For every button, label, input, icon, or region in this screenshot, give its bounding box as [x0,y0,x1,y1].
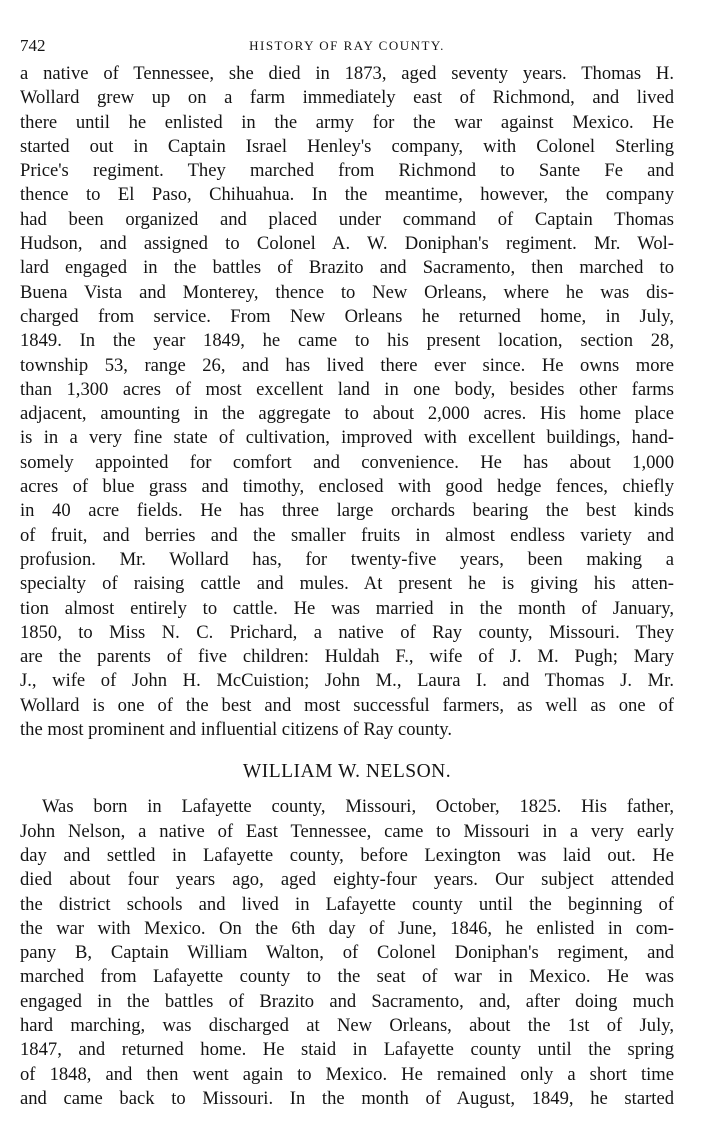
text-line: engaged in the battles of Brazito and Sacramento, and, after doing much [20,990,674,1012]
text-line: of fruit, and berries and the smaller fruits in almost endless variety and [20,524,674,546]
document-page [20,36,674,1111]
text-line: Buena Vista and Monterey, thence to New Orleans, where he was dis- [20,281,674,303]
text-line: hard marching, was discharged at New Orleans, about the 1st of July, [20,1014,674,1036]
text-line: the most prominent and influential citizens of Ray county. [20,719,453,741]
text-line: marched from Lafayette county to the seat of war in Mexico. He was [20,966,674,988]
text-line: pany B, Captain William Walton, of Colonel Doniphan's regiment, and [20,942,674,964]
running-head [20,36,674,62]
text-line: charged from service. From New Orleans he returned home, in July, [20,305,674,327]
text-line: the war with Mexico. On the 6th day of June, 1846, he enlisted in com- [20,917,674,939]
text-line: Hudson, and assigned to Colonel A. W. Doniphan's regiment. Mr. Wol- [20,233,674,255]
text-line: the district schools and lived in Lafayette county until the beginning of [20,893,674,915]
running-head-title: HISTORY OF RAY COUNTY. [249,38,445,53]
text-line: Wollard is one of the best and most successful farmers, as well as one of [20,694,674,716]
text-line: Wollard grew up on a farm immediately east of Richmond, and lived [20,87,674,109]
text-line: than 1,300 acres of most excellent land in one body, besides other farms [20,378,674,400]
text-line: started out in Captain Israel Henley's company, with Colonel Sterling [20,135,674,157]
text-line: day and settled in Lafayette county, before Lexington was laid out. He [20,844,674,866]
text-line: is in a very fine state of cultivation, improved with excellent buildings, hand- [20,427,674,449]
text-line: died about four years ago, aged eighty-four years. Our subject attended [20,869,674,891]
text-line: lard engaged in the battles of Brazito and Sacramento, then marched to [20,257,674,279]
text-line: tion almost entirely to cattle. He was married in the month of January, [20,597,674,619]
text-line: John Nelson, a native of East Tennessee, came to Missouri in a very early [20,820,674,842]
text-line: a native of Tennessee, she died in 1873, aged seventy years. Thomas H. [20,63,674,84]
text-line: adjacent, amounting in the aggregate to about 2,000 acres. His home place [20,403,674,425]
text-line: J., wife of John H. McCuistion; John M., Laura I. and Thomas J. Mr. [20,670,674,692]
text-line: in 40 acre fields. He has three large orchards bearing the best kinds [20,500,674,522]
text-line: township 53, range 26, and has lived there ever since. He owns more [20,354,674,376]
text-line: Was born in Lafayette county, Missouri, October, 1825. His father, [42,796,674,818]
text-line: of 1848, and then went again to Mexico. He remained only a short time [20,1063,674,1085]
text-line: there until he enlisted in the army for the war against Mexico. He [20,111,674,133]
text-line: Price's regiment. They marched from Richmond to Sante Fe and [20,160,674,182]
text-line: had been organized and placed under command of Captain Thomas [20,208,674,230]
text-line: specialty of raising cattle and mules. At present he is giving his atten- [20,573,674,595]
text-line: thence to El Paso, Chihuahua. In the meantime, however, the company [20,184,674,206]
section-heading: WILLIAM W. NELSON. [242,761,452,783]
page-number: 742 [20,36,46,55]
text-line: somely appointed for comfort and convenience. He has about 1,000 [20,451,674,473]
text-line: 1850, to Miss N. C. Prichard, a native of Ray county, Missouri. They [20,621,674,643]
text-line: and came back to Missouri. In the month of August, 1849, he started [20,1087,674,1109]
text-line: 1849. In the year 1849, he came to his present location, section 28, [20,330,674,352]
text-line: profusion. Mr. Wollard has, for twenty-five years, been making a [20,548,674,570]
text-line: acres of blue grass and timothy, enclosed with good hedge fences, chiefly [20,476,674,498]
wollard-biography-paragraph [20,62,674,742]
text-line: are the parents of five children: Huldah F., wife of J. M. Pugh; Mary [20,646,674,668]
nelson-biography-paragraph [20,795,674,1111]
text-line: 1847, and returned home. He staid in Lafayette county until the spring [20,1039,674,1061]
